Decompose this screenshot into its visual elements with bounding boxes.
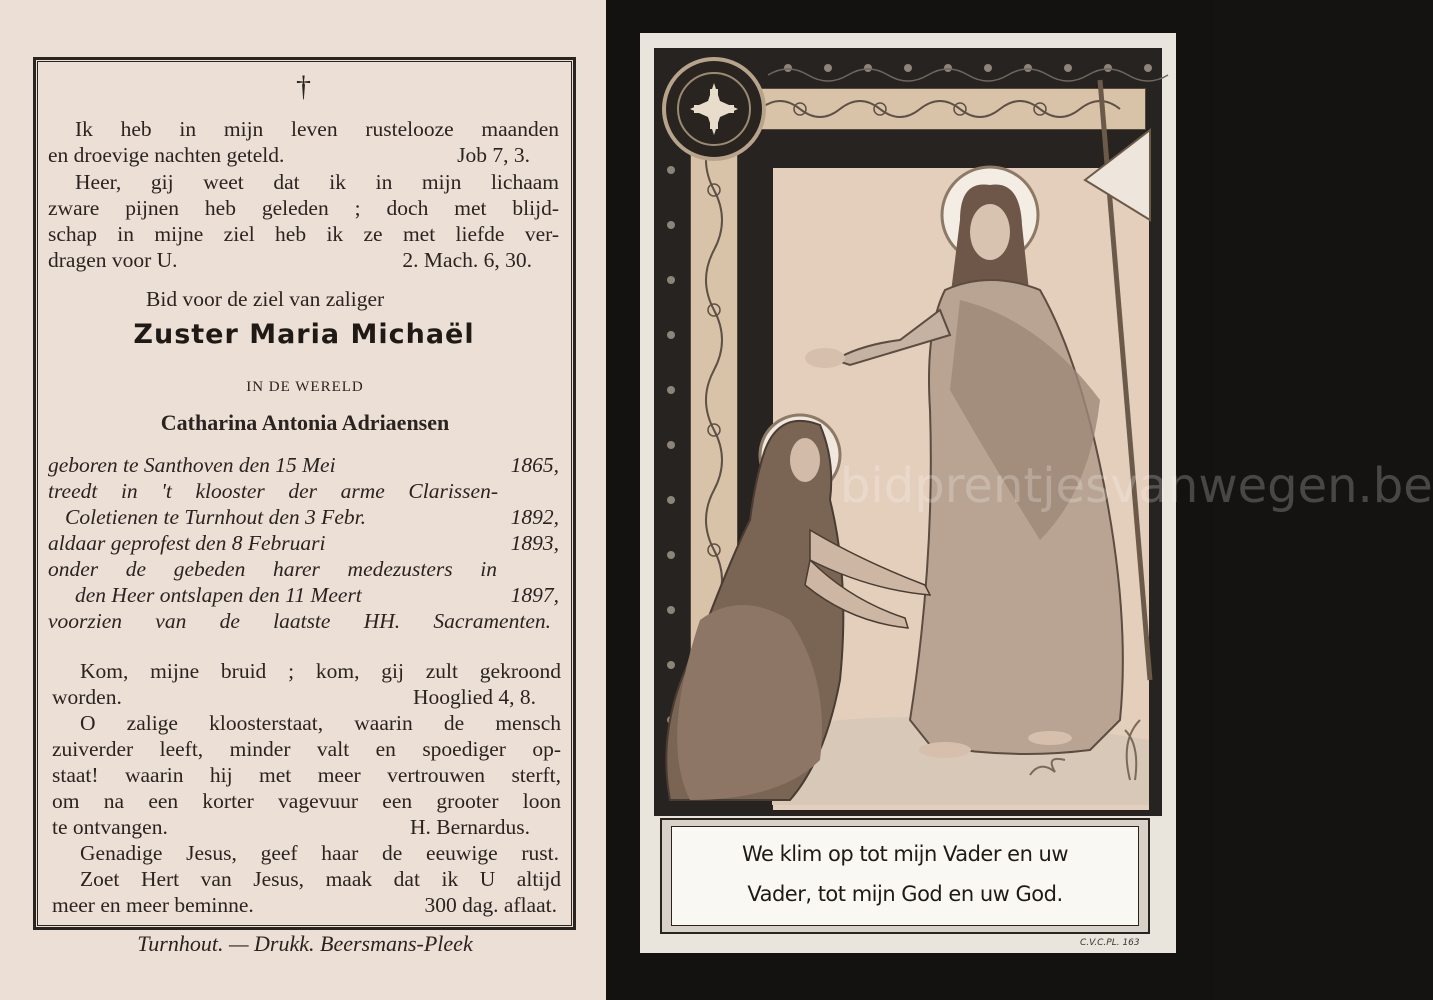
bio-year: 1892, [510,505,559,529]
cross-icon: † [296,70,311,103]
prayer-line3: meer en meer beminne. [52,893,254,917]
verse3-reference: Hooglied 4, 8. [412,685,536,709]
bio-text: Coletienen te Turnhout den 3 Febr. [65,505,366,529]
prayer-line2: Zoet Hert van Jesus, maak dat ik U altijd [80,867,561,891]
caption-panel [671,826,1139,926]
caption-line2: Vader, tot mijn God en uw God. [747,882,1063,906]
prayer-line1: Genadige Jesus, geef haar de eeuwige rust. [80,841,559,865]
deceased-religious-name: Zuster Maria Michaël [133,319,475,350]
plate-code: C.V.C.PL. 163 [1080,938,1140,948]
bio-text: geboren te Santhoven den 15 Mei [48,453,336,477]
in-the-world-label: IN DE WERELD [246,379,364,395]
bio-year: 1865, [510,453,559,477]
ivy-border-top [768,55,1158,81]
indulgence: 300 dag. aflaat. [424,893,557,917]
bio-line [65,504,559,530]
verse1-reference: Job 7, 3. [457,143,530,167]
bio-line: voorzien van de laatste HH. Sacramenten. [48,609,551,633]
verse1-line2: en droevige nachten geteld. [48,143,285,167]
verse2-line2: zware pijnen heb geleden ; doch met blijd- [48,196,559,220]
watermark: bidprentjesvanwegen.be [840,458,1433,514]
verse1-line1: Ik heb in mijn leven rustelooze maanden [75,117,559,141]
bio-line: onder de gebeden harer medezusters in [48,557,497,581]
bio-year: 1893, [510,531,559,555]
verse4-line4: om na een korter vagevuur een grooter loon [52,789,561,813]
bio-text: den Heer ontslapen den 11 Meert [75,583,362,607]
maltese-cross-icon [662,57,766,161]
verse4-line5-row [52,814,530,840]
printer-imprint: Turnhout. — Drukk. Beersmans-Pleek [137,931,473,956]
verse4-line1: O zalige kloosterstaat, waarin de mensch [80,711,561,735]
deceased-birth-name: Catharina Antonia Adriaensen [160,410,450,435]
bio-line [48,452,559,478]
bio-line [48,530,559,556]
bio-line: treedt in 't klooster der arme Clarissen- [48,479,498,503]
verse4-line2: zuiverder leeft, minder valt en spoediger op- [52,737,561,761]
verse3-line1: Kom, mijne bruid ; kom, gij zult gekroond [80,659,561,683]
bio-line [75,582,559,608]
verse4-reference: H. Bernardus. [409,815,530,839]
prayer-request: Bid voor de ziel van zaliger [146,287,385,311]
bio-year: 1897, [510,583,559,607]
verse2-line3: schap in mijne ziel heb ik ze met liefde ver- [48,222,559,246]
verse2-reference: 2. Mach. 6, 30. [402,248,532,272]
verse3-line2: worden. [52,685,122,709]
bio-text: aldaar geprofest den 8 Februari [48,531,326,555]
verse2-line4-row [48,247,532,273]
prayer-line3-row [52,892,557,918]
verse2-line1: Heer, gij weet dat ik in mijn lichaam [75,170,559,194]
verse4-line5: te ontvangen. [52,815,168,839]
verse2-line4: dragen voor U. [48,248,178,272]
verse1-line2-row [48,142,530,168]
caption-line1: We klim op tot mijn Vader en uw [741,842,1069,866]
verse4-line3: staat! waarin hij met meer vertrouwen sterft, [52,763,561,787]
verse3-line2-row [52,684,536,710]
